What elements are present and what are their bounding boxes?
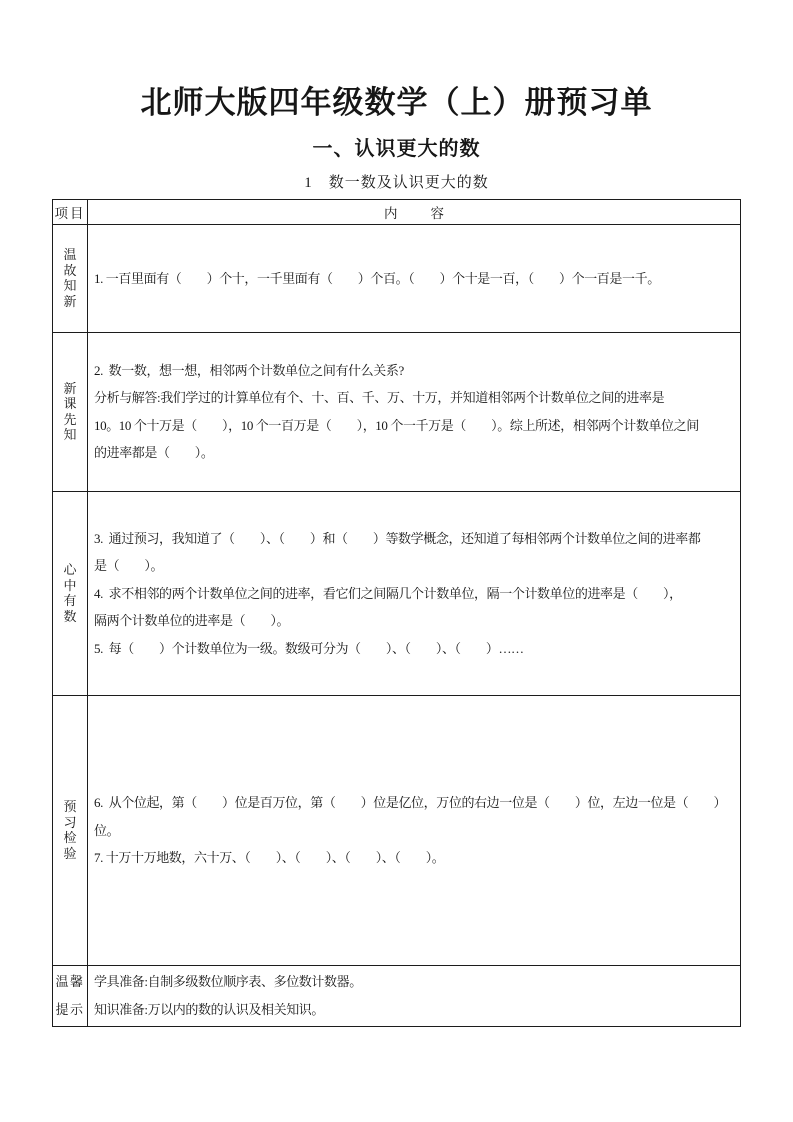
row-label-new-lesson: 新课先知 — [63, 380, 77, 443]
content-line: 隔两个计数单位的进率是（ ）。 — [94, 613, 290, 628]
row-label-tips-line1: 温馨 — [55, 974, 85, 990]
content-line: 分析与解答:我们学过的计算单位有个、十、百、千、万、十万，并知道相邻两个计数单位之间的进率是 — [94, 390, 665, 406]
table-header-row — [53, 199, 741, 224]
column-header-content: 内 容 — [88, 199, 741, 224]
content-line: 是（ ）。 — [94, 558, 164, 573]
content-line: 10。10 个十万是（ ），10 个一百万是（ ），10 个一千万是（ ）。综上所述，相邻两个计数单位之间 — [94, 417, 699, 433]
page-title: 北师大版四年级数学（上）册预习单 — [140, 85, 653, 120]
row-label-key-points: 心中有数 — [63, 562, 77, 624]
table-row-self-test — [53, 695, 741, 965]
content-line: 2. 数一数，想一想，相邻两个计数单位之间有什么关系? — [94, 362, 404, 378]
row-label-self-test: 预习检验 — [63, 799, 77, 861]
content-line: 位。 — [94, 822, 120, 838]
content-line: 知识准备:万以内的数的认识及相关知识。 — [94, 1001, 325, 1017]
content-line: 4. 求不相邻的两个计数单位之间的进率，看它们之间隔几个计数单位，隔一个计数单位的进率是（ ）， — [94, 585, 682, 601]
content-line: 1. 一百里面有（ ）个十，一千里面有（ ）个百。（ ）个十是一百，（ ）个一百是一千。 — [94, 270, 660, 286]
content-line: 的进率都是（ ）。 — [94, 445, 214, 461]
table-row-review — [53, 224, 741, 332]
unit-heading: 一、认识更大的数 — [312, 137, 481, 160]
content-line: 3. 通过预习，我知道了（ ）、（ ）和（ ）等数学概念，还知道了每相邻两个计数单位之间的进率都 — [94, 530, 701, 546]
table-row-key-points — [53, 491, 741, 695]
content-line: 6. 从个位起，第（ ）位是百万位，第（ ）位是亿位，万位的右边一位是（ ）位，左边一位是（ ） — [94, 795, 727, 810]
content-line: 7. 十万十万地数，六十万、（ ）、（ ）、（ ）、（ ）。 — [94, 850, 445, 865]
table-row-tips — [53, 965, 741, 1026]
content-line: 5. 每（ ）个计数单位为一级。数级可分为（ ）、（ ）、（ ）…… — [94, 640, 524, 656]
table-row-new-lesson — [53, 332, 741, 491]
preview-sheet-table — [52, 199, 741, 1027]
lesson-heading: 1 数一数及认识更大的数 — [304, 174, 489, 191]
content-line: 学具准备:自制多级数位顺序表、多位数计数器。 — [94, 974, 362, 990]
row-label-review: 温故知新 — [63, 247, 77, 309]
column-header-item: 项目 — [53, 199, 88, 224]
row-label-tips-line2: 提示 — [55, 1001, 85, 1017]
